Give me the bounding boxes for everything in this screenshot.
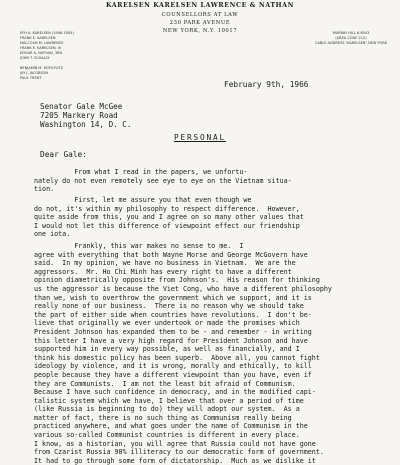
firm-address: 230 PARK AVENUE [169,20,231,26]
body-line: ideology by violence, and it is wrong, morally and ethically, to kill [34,362,312,371]
body-line: supported him in every way possible, as well as financially, and I [34,345,300,354]
body-line: Because I have such confidence in democracy, and in the modified capi- [34,388,316,397]
body-line: I would not let this difference of viewpoint effect our friendship [34,221,300,230]
body-line: people because they have a different viewpoint than you have, even if [34,370,312,379]
body-line: (like Russia is beginning to do) they will adopt our system. As a [34,405,300,414]
body-line: said. In my opinion, we have no business in Vietnam. We are the [34,259,296,268]
body-line: Frankly, this war makes no sense to me. I [34,242,244,250]
body-line: agree with everything that both Wayne Morse and George McGovern have [34,250,308,259]
body-line: quite aside from this, you and I agree on so many other values that [34,213,304,222]
recipient-line: 7205 Markery Road [40,111,118,120]
body-line: they are Communists. I am not the least bit afraid of Communism. [34,379,296,388]
partner-name: FRANK E. KARELSEN [20,36,56,40]
body-line: really none of our business. There is no reason why we should take [34,302,304,311]
body-line: think his domestic policy has been superb. Above all, you cannot fight [34,353,320,362]
recipient-address [40,102,131,129]
recipient-line: Senator Gale McGee [40,102,123,111]
body-line: do not, it's within my philosophy to respect difference. However, [34,204,300,213]
body-line: this letter I have a very high regard for President Johnson and have [34,336,308,345]
partner-name: BENJAMIN M. KOPLOVITZ [20,66,64,70]
body-line: the part of either side when countries have revolutions. I don't be- [34,310,312,319]
body-line: talistic system which we have, I believe that over a period of time [34,396,304,405]
body-line: matter of fact, there is no such thing as Communism really being [34,413,292,422]
body-line: It had to go through some form of dictatorship. Much as we dislike it [34,456,316,465]
firm-city: NEW YORK, N.Y. 10017 [162,28,238,34]
body-line: lieve that originally we ever undertook or made the promises which [34,319,300,328]
body-line: us the aggressor is because the Viet Cong, who have a different philosophy [34,284,332,293]
body-line: practiced anywhere, and what goes under the name of Communism in the [34,422,308,431]
firm-name: KARELSEN KARELSEN LAWRENCE & NATHAN [105,2,295,9]
paragraph-3 [34,242,396,465]
body-line: than we, wish to overthrow the government which we support, and it is [34,293,312,302]
paragraph-2 [34,196,396,239]
body-line: from Czarist Russia 98% illiteracy to our democratic form of government. [34,448,324,457]
phone-number: MURRAY HILL 6-6543 [332,31,370,35]
body-line: I know, as a historian, you will agree that Russia could not have gone [34,439,316,448]
body-line: First, let me assure you that even though we [34,196,252,204]
partner-name: EFH A. KARELSEN (1906-1955) [20,31,74,35]
body-line: nately do not even remotely see eye to eye on the Vietnam situa- [34,176,292,185]
body-line: tion. [34,185,55,194]
personal-marking: PERSONAL [174,133,226,142]
body-line: opinion diametrically opposite from Johnson's. His reason for thinking [34,276,320,285]
letter-date: February 9th, 1966 [224,80,309,89]
firm-subtitle: COUNSELLORS AT LAW [161,12,239,18]
body-line: From what I read in the papers, we unfortu- [34,168,248,176]
body-line: various so-called Communist countries is different in every place. [34,431,300,440]
partner-name: EDGAR A. NATHAN, 3RD [20,51,63,55]
partner-name: MALCOLM M. LAWRENCE [20,41,64,45]
partner-name: JAY J. JACOBSON [20,71,49,75]
recipient-line: Washington 14, D. C. [40,120,132,129]
partner-name: PAUL TRENT [20,76,42,80]
contact-block [305,31,397,47]
body-line: aggressors. Mr. Ho Chi Minh has every right to have a different [34,267,292,276]
partner-name: FRANK E. KARELSEN, III [20,46,61,50]
paragraph-1 [34,168,396,194]
body-line: President Johnson has expanded them to be - and remember - in writing [34,327,312,336]
cable-address: CABLE ADDRESS "KARELSEN" NEW YORK [315,41,387,46]
area-code: (AREA CODE 212) [335,36,367,41]
salutation: Dear Gale: [40,150,87,159]
body-line: one iota. [34,230,71,239]
partner-list [20,31,90,81]
partner-name: JOHN T. SCHALLY [20,56,50,60]
